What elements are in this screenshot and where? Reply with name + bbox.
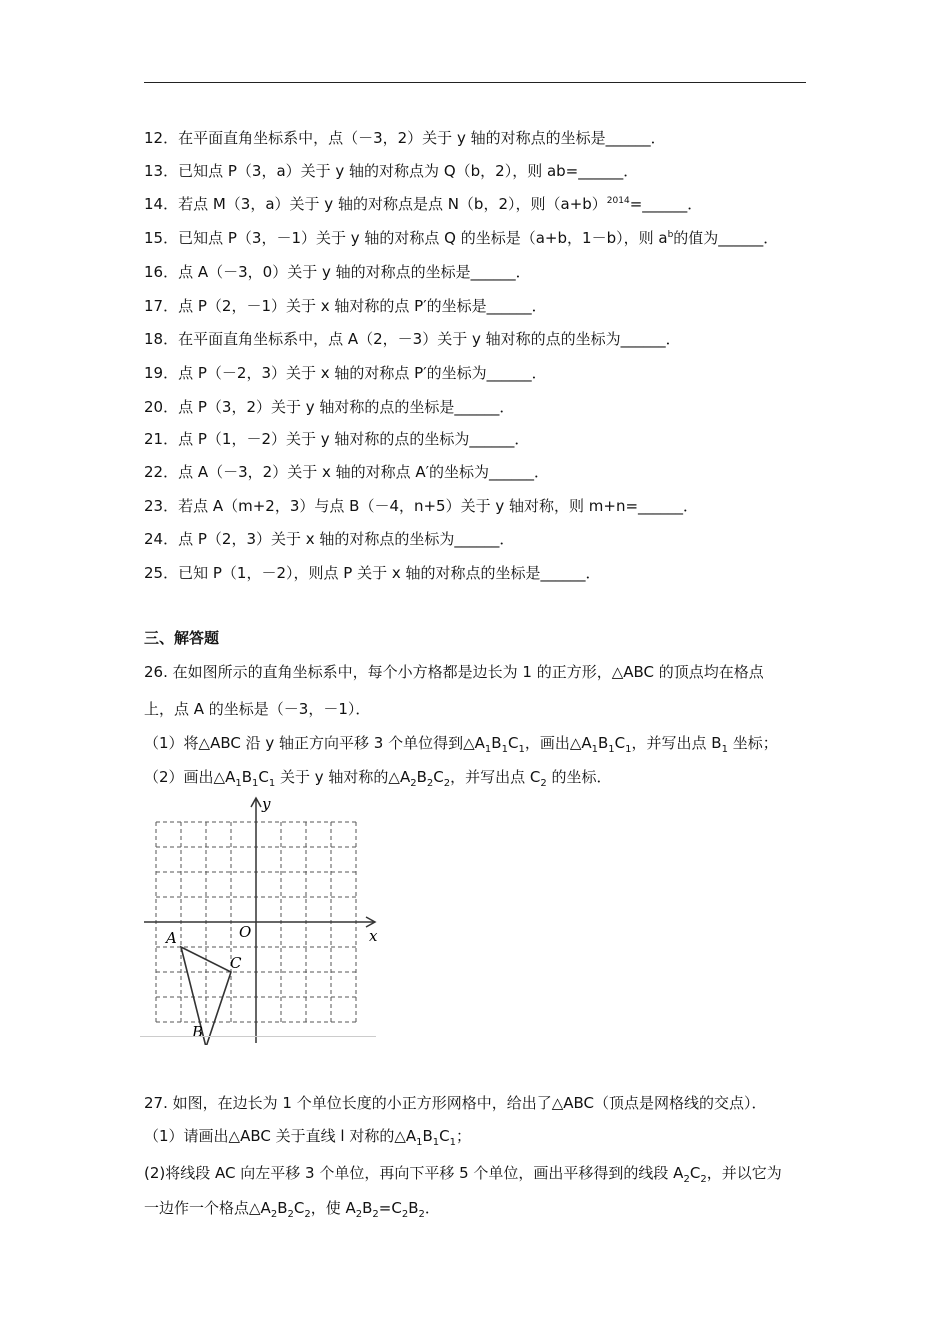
question-18: 18．在平面直角坐标系中，点 A（2，－3）关于 y 轴对称的点的坐标为______． bbox=[144, 330, 681, 348]
q26-p1-text: B bbox=[598, 734, 609, 752]
subscript: 2 bbox=[426, 778, 434, 789]
coordinate-grid-figure bbox=[140, 795, 385, 1045]
question-14-exponent: 2014 bbox=[606, 196, 630, 206]
q26-p1-text: C bbox=[507, 734, 519, 752]
question-26-part1 bbox=[144, 733, 778, 756]
q26-p1-text: C bbox=[614, 734, 626, 752]
q26-p2-text: ，并写出点 C bbox=[450, 768, 541, 786]
subscript: 2 bbox=[355, 1209, 363, 1220]
question-27-part3 bbox=[144, 1198, 440, 1221]
subscript: 1 bbox=[721, 744, 728, 755]
q27-p2-text: (2)将线段 AC 向左平移 3 个单位，再向下平移 5 个单位，画出平移得到的线段 A bbox=[144, 1164, 684, 1182]
y-axis-label: y bbox=[262, 795, 271, 813]
q26-p2-text: 的坐标． bbox=[546, 768, 612, 786]
question-13: 13．已知点 P（3，a）关于 y 轴的对称点为 Q（b，2），则 ab=______． bbox=[144, 162, 639, 180]
subscript: 2 bbox=[401, 1209, 409, 1220]
subscript: 1 bbox=[501, 744, 508, 755]
question-15-text: 15．已知点 P（3，－1）关于 y 轴的对称点 Q 的坐标是（a+b，1－b），则 a bbox=[144, 229, 668, 247]
subscript: 2 bbox=[540, 778, 547, 789]
question-20: 20．点 P（3，2）关于 y 轴对称的点的坐标是______． bbox=[144, 398, 515, 416]
q26-p1-text: ，画出△A bbox=[524, 734, 592, 752]
q27-p3-text: =C bbox=[378, 1199, 402, 1217]
q27-p1-text: （1）请画出△ABC 关于直线 l 对称的△A bbox=[144, 1127, 417, 1145]
question-14 bbox=[144, 194, 702, 217]
question-25: 25．已知 P（1，－2），则点 P 关于 x 轴的对称点的坐标是______． bbox=[144, 564, 601, 582]
subscript: 2 bbox=[287, 1209, 294, 1220]
q27-p2-text: C bbox=[689, 1164, 701, 1182]
subscript: 1 bbox=[518, 744, 525, 755]
question-24: 24．点 P（2，3）关于 x 轴的对称点的坐标为______． bbox=[144, 530, 515, 548]
q26-p2-text: （2）画出△A bbox=[144, 768, 236, 786]
question-27-part1 bbox=[144, 1126, 471, 1149]
subscript: 1 bbox=[625, 744, 632, 755]
q27-p3-text: C bbox=[293, 1199, 305, 1217]
q27-p3-text: ，使 A bbox=[310, 1199, 356, 1217]
q27-p3-text: B bbox=[277, 1199, 288, 1217]
figure-baseline bbox=[140, 1036, 376, 1037]
q27-p3-text: 一边作一个格点△A bbox=[144, 1199, 271, 1217]
q27-p3-text: B bbox=[408, 1199, 419, 1217]
subscript: 2 bbox=[443, 778, 451, 789]
q27-p1-text: C bbox=[439, 1127, 450, 1145]
subscript: 1 bbox=[449, 1137, 457, 1148]
question-15-tail: 的值为______． bbox=[673, 229, 779, 247]
subscript: 1 bbox=[484, 744, 492, 755]
question-15 bbox=[144, 228, 778, 251]
question-12: 12．在平面直角坐标系中，点（－3，2）关于 y 轴的对称点的坐标是______． bbox=[144, 129, 666, 147]
point-b-label: B bbox=[192, 1023, 204, 1041]
q27-p1-text: B bbox=[422, 1127, 433, 1145]
x-axis-label: x bbox=[369, 927, 378, 945]
triangle-abc bbox=[181, 947, 231, 1045]
subscript: 1 bbox=[252, 778, 259, 789]
subscript: 1 bbox=[591, 744, 598, 755]
question-26-part2 bbox=[144, 767, 612, 790]
question-17: 17．点 P（2，－1）关于 x 轴对称的点 P′的坐标是______． bbox=[144, 297, 547, 315]
q27-p3-text: B bbox=[362, 1199, 373, 1217]
question-26-line2: 上，点 A 的坐标是（－3，－1）． bbox=[144, 700, 371, 718]
q26-p2-text: B bbox=[241, 768, 253, 786]
subscript: 2 bbox=[304, 1209, 311, 1220]
subscript: 2 bbox=[372, 1209, 379, 1220]
origin-label: O bbox=[239, 923, 252, 941]
subscript: 1 bbox=[235, 778, 242, 789]
q26-p2-text: B bbox=[416, 768, 427, 786]
point-c-label: C bbox=[230, 954, 242, 972]
subscript: 1 bbox=[268, 778, 276, 789]
question-27-line1: 27. 如图，在边长为 1 个单位长度的小正方形网格中，给出了△ABC（顶点是网格线的交点）． bbox=[144, 1094, 767, 1112]
q26-p1-text: ，并写出点 B bbox=[631, 734, 722, 752]
subscript: 1 bbox=[416, 1137, 423, 1148]
subscript: 1 bbox=[432, 1137, 440, 1148]
subscript: 2 bbox=[418, 1209, 425, 1220]
question-21: 21．点 P（1，－2）关于 y 轴对称的点的坐标为______． bbox=[144, 430, 530, 448]
question-15-exponent: b bbox=[667, 230, 674, 240]
question-26-line1: 26. 在如图所示的直角坐标系中，每个小方格都是边长为 1 的正方形，△ABC 的顶点均在格点 bbox=[144, 663, 764, 681]
question-14-tail: =______． bbox=[629, 195, 703, 213]
subscript: 1 bbox=[608, 744, 615, 755]
q26-p1-text: （1）将△ABC 沿 y 轴正方向平移 3 个单位得到△A bbox=[144, 734, 485, 752]
subscript: 2 bbox=[270, 1209, 278, 1220]
header-rule bbox=[144, 82, 806, 83]
question-22: 22．点 A（－3，2）关于 x 轴的对称点 A′的坐标为______． bbox=[144, 463, 550, 481]
subscript: 2 bbox=[700, 1174, 707, 1185]
q27-p1-text: ； bbox=[456, 1127, 472, 1145]
subscript: 2 bbox=[683, 1174, 690, 1185]
q26-p2-text: C bbox=[258, 768, 269, 786]
q26-p2-text: C bbox=[433, 768, 444, 786]
question-19: 19．点 P（－2，3）关于 x 轴的对称点 P′的坐标为______． bbox=[144, 364, 547, 382]
q26-p1-text: 坐标； bbox=[727, 734, 778, 752]
question-14-text: 14．若点 M（3，a）关于 y 轴的对称点是点 N（b，2），则（a+b） bbox=[144, 195, 607, 213]
q26-p2-text: 关于 y 轴对称的△A bbox=[275, 768, 411, 786]
question-16: 16．点 A（－3，0）关于 y 轴的对称点的坐标是______． bbox=[144, 263, 531, 281]
section-title: 三、解答题 bbox=[144, 629, 220, 647]
subscript: 2 bbox=[410, 778, 417, 789]
question-27-part2 bbox=[144, 1163, 782, 1186]
point-a-label: A bbox=[166, 929, 177, 947]
question-23: 23．若点 A（m+2，3）与点 B（－4，n+5）关于 y 轴对称，则 m+n=______． bbox=[144, 497, 699, 515]
q27-p3-text: ． bbox=[424, 1199, 440, 1217]
q27-p2-text: ，并以它为 bbox=[706, 1164, 782, 1182]
q26-p1-text: B bbox=[491, 734, 502, 752]
